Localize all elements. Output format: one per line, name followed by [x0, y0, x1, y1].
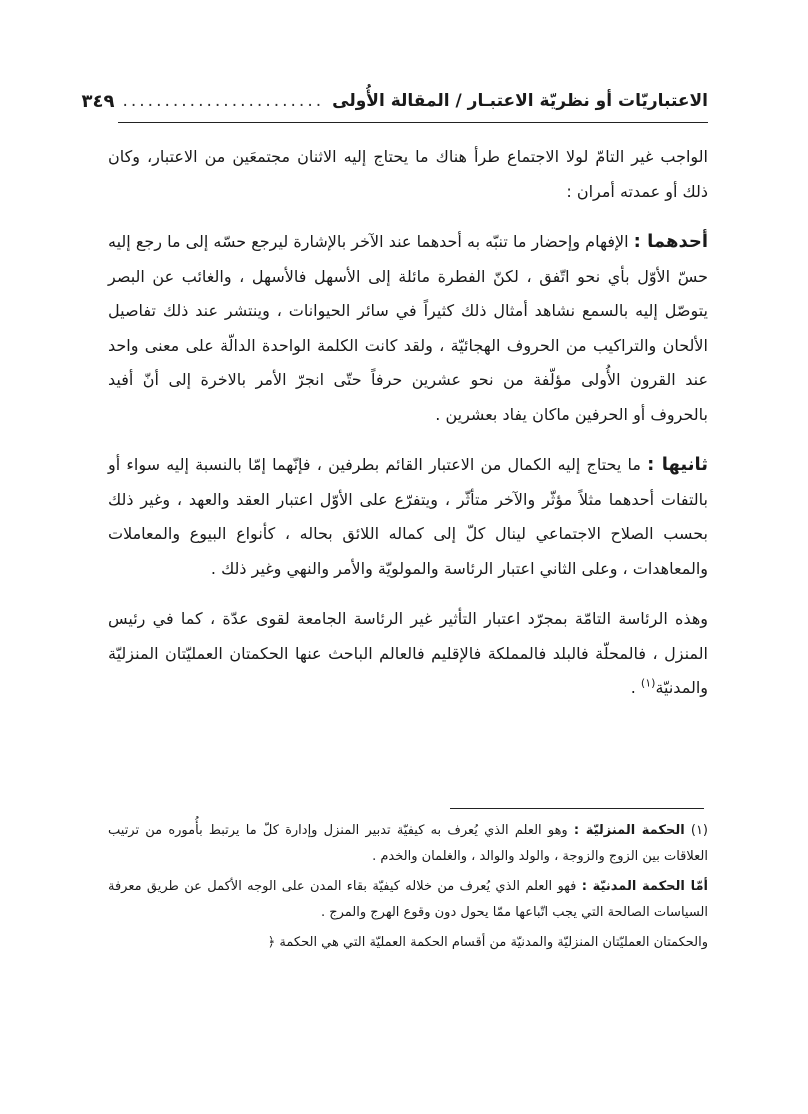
footnote-1-text: وهو العلم الذي يُعرف به كيفيّة تدبير المنزل وإدارة كلّ ما يرتبط بأُموره من ترتيب العلاقات بين الزوج والزوجة ، والولد والوالد ، والغلمان والخدم .	[108, 823, 708, 864]
header-title: الاعتباريّات أو نظريّة الاعتبـار / المقالة الأُولى	[332, 91, 708, 111]
paragraph-4	[108, 602, 708, 706]
footnote-3-text: والحكمتان العمليّتان المنزليّة والمدنيّة من أقسام الحكمة العمليّة التي هي الحكمة	[279, 935, 708, 950]
footnote-2-text: فهو العلم الذي يُعرف من خلاله كيفيّة بقاء المدن على الوجه الأكمل عن طريق معرفة السياسات الصالحة التي يجب اتّباعها ممّا يحول دون وقوع الهرج والمرج .	[108, 879, 708, 920]
page-number: ٣٤٩	[81, 90, 115, 112]
paragraph-3-keyword: ثانيها :	[647, 454, 708, 475]
footnote-reference[interactable]: (١)	[640, 676, 656, 690]
paragraph-2-keyword: أحدهما :	[633, 231, 708, 252]
paragraph-3-text: ما يحتاج إليه الكمال من الاعتبار القائم بطرفين ، فإنّهما إمّا بالنسبة إليه سواء أو بالتفات أحدهما مثلاً مؤثّر والآخر متأثّر ، ويتفرّع على الأوّل اعتبار العقد والعهد ، وغير ذلك بحسب الصلاح الاجتماعي لينال كلّ إلى كماله اللائق بحاله ، كأنواع البيوع والمعاملات والمعاهدات ، وعلى الثاني اعتبار الرئاسة والمولويّة والأمر والنهي وغير ذلك .	[108, 455, 708, 578]
paragraph-4-text: وهذه الرئاسة التامّة بمجرّد اعتبار التأثير غير الرئاسة الجامعة لقوى عدّة ، كما في رئيس المنزل ، فالمحلّة فالبلد فالمملكة فالإقليم فالعالم الباحث عنها الحكمتان العمليّتان المنزليّة والمدنيّة	[108, 609, 708, 697]
paragraph-3	[108, 448, 708, 586]
continuation-mark: ﴿	[267, 935, 280, 950]
footnote-3	[108, 930, 708, 956]
paragraph-4-end: .	[630, 678, 641, 697]
running-header	[81, 84, 708, 118]
main-text	[108, 140, 708, 722]
footnote-rule	[450, 808, 704, 809]
footnote-1-keyword: الحكمة المنزليّة :	[573, 823, 685, 838]
footnote-2-keyword: أمّا الحكمة المدنيّة :	[581, 879, 709, 894]
paragraph-1: الواجب غير التامّ لولا الاجتماع طرأ هناك ما يحتاج إليه الاثنان مجتمعَين من الاعتبار، وكان ذلك أو عمدته أمران :	[108, 147, 708, 201]
paragraph-2-text: الإفهام وإحضار ما تنبّه به أحدهما عند الآخر بالإشارة ليرجع حسّه إلى ما رجع إليه حسّ الأوّل بأي نحو اتّفق ، لكنّ الفطرة مائلة إلى الأسهل فالأسهل ، والغائب عن البصر يتوصّل إليه بالسمع نشاهد أمثال ذلك كثيراً في سائر الحيوانات ، وينتشر عند ذلك تفاصيل الألحان والتراكيب من الحروف الهجائيّة ، ولقد كانت الكلمة الواحدة الدالّة على معنى واحد عند القرون الأُولى مؤلّفة من نحو عشرين حرفاً حتّى انجرّ الأمر بالاخرة إلى أنّ أفيد بالحروف أو الحرفين ماكان يفاد بعشرين .	[108, 232, 708, 424]
footnotes	[108, 818, 708, 960]
header-rule	[118, 122, 708, 123]
header-leader-dots: ........................	[122, 91, 325, 111]
footnote-1	[108, 818, 708, 870]
paragraph-2	[108, 225, 708, 432]
footnote-2	[108, 874, 708, 926]
footnote-1-marker: (١)	[684, 823, 708, 838]
